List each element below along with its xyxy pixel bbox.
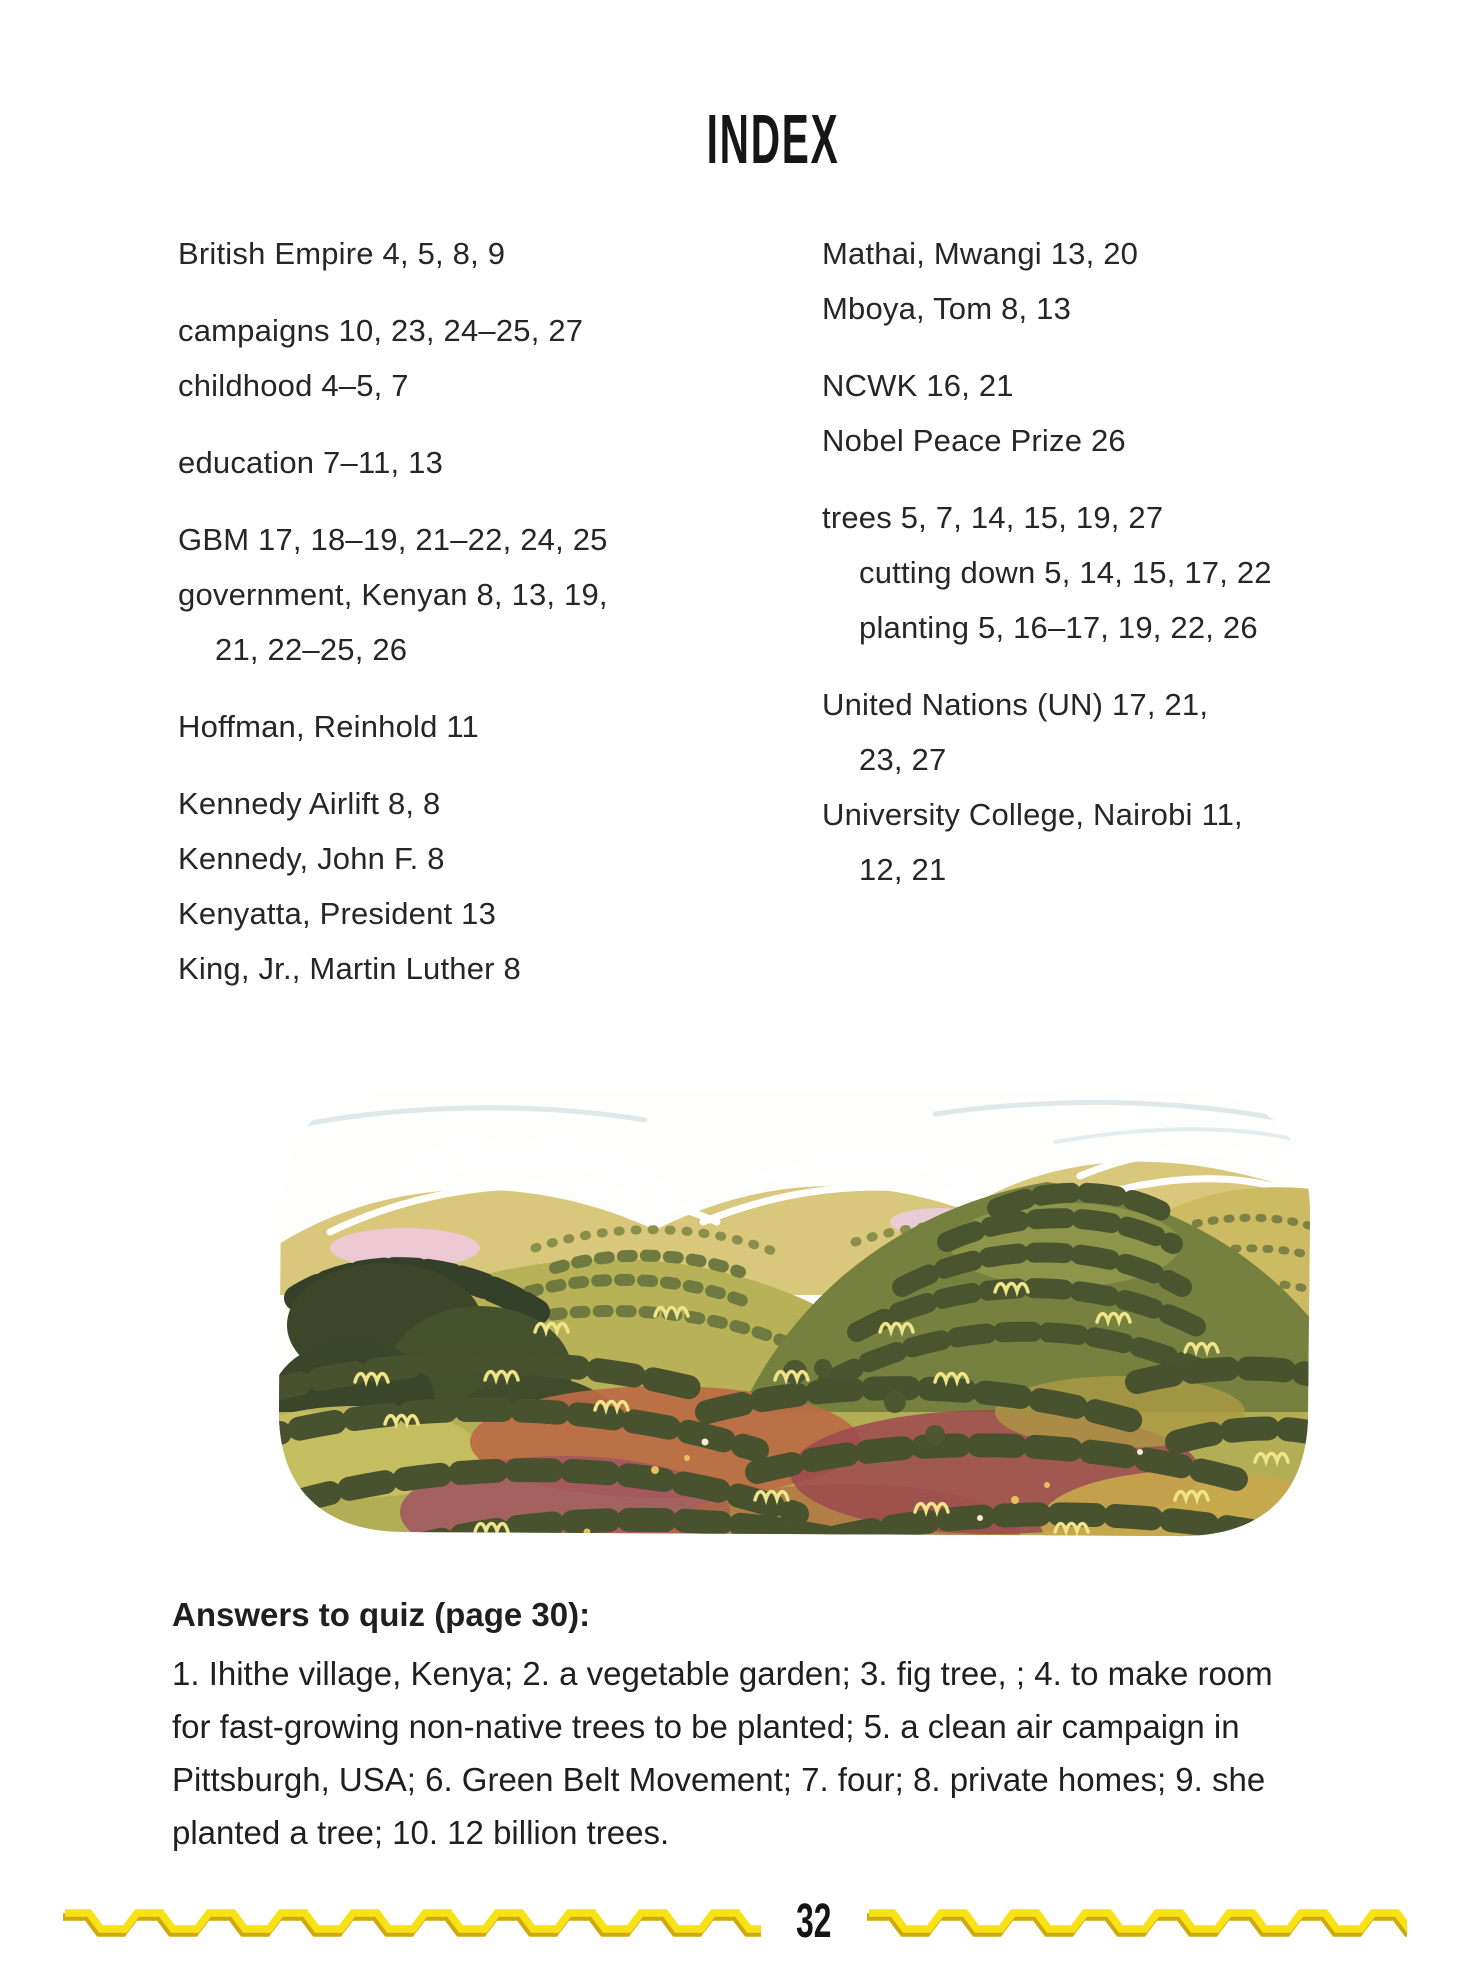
index-entry: King, Jr., Martin Luther 8: [178, 951, 521, 986]
index-entry: government, Kenyan 8, 13, 19,: [178, 577, 608, 612]
index-entry: NCWK 16, 21: [822, 368, 1014, 403]
index-entry: University College, Nairobi 11,: [822, 797, 1243, 832]
index-left-column: [178, 226, 788, 996]
answers-heading: Answers to quiz (page 30):: [172, 1596, 591, 1633]
index-entry-wrap: 12, 21: [859, 852, 947, 887]
index-entry: childhood 4–5, 7: [178, 368, 409, 403]
quiz-answers: [172, 1588, 1292, 1859]
page-title: [659, 100, 888, 178]
zigzag-divider-right: [867, 1902, 1407, 1942]
index-subentry: planting 5, 16–17, 19, 22, 26: [859, 610, 1258, 645]
zigzag-divider-left: [63, 1902, 761, 1942]
page-title-text: INDEX: [706, 100, 840, 178]
index-entry: campaigns 10, 23, 24–25, 27: [178, 313, 584, 348]
index-entry: Hoffman, Reinhold 11: [178, 709, 479, 744]
index-entry-wrap: 23, 27: [859, 742, 947, 777]
index-entry: Kenyatta, President 13: [178, 896, 497, 931]
page-number: 32: [796, 1895, 832, 1948]
index-entry: Nobel Peace Prize 26: [822, 423, 1126, 458]
index-entry: United Nations (UN) 17, 21,: [822, 687, 1209, 722]
index-entry: trees 5, 7, 14, 15, 19, 27: [822, 500, 1164, 535]
index-entry: Mboya, Tom 8, 13: [822, 291, 1072, 326]
index-entry: Kennedy Airlift 8, 8: [178, 786, 441, 821]
hills-illustration: [235, 1080, 1330, 1558]
index-entry: British Empire 4, 5, 8, 9: [178, 236, 506, 271]
index-entry: GBM 17, 18–19, 21–22, 24, 25: [178, 522, 608, 557]
index-entry: education 7–11, 13: [178, 445, 444, 480]
index-entry: Mathai, Mwangi 13, 20: [822, 236, 1139, 271]
index-subentry: cutting down 5, 14, 15, 17, 22: [859, 555, 1272, 590]
index-entry: Kennedy, John F. 8: [178, 841, 445, 876]
answers-body: 1. Ihithe village, Kenya; 2. a vegetable garden; 3. fig tree, ; 4. to make room for fast-growing non-native trees to be planted; 5. a clean air campaign in Pittsburgh, USA; 6. Green Belt Movement; 7. four; 8. private homes; 9. she planted a tree; 10. 12 billion trees.: [172, 1655, 1273, 1851]
index-entry-wrap: 21, 22–25, 26: [215, 632, 408, 667]
index-right-column: [822, 226, 1422, 897]
page-footer: [0, 1895, 1470, 1948]
